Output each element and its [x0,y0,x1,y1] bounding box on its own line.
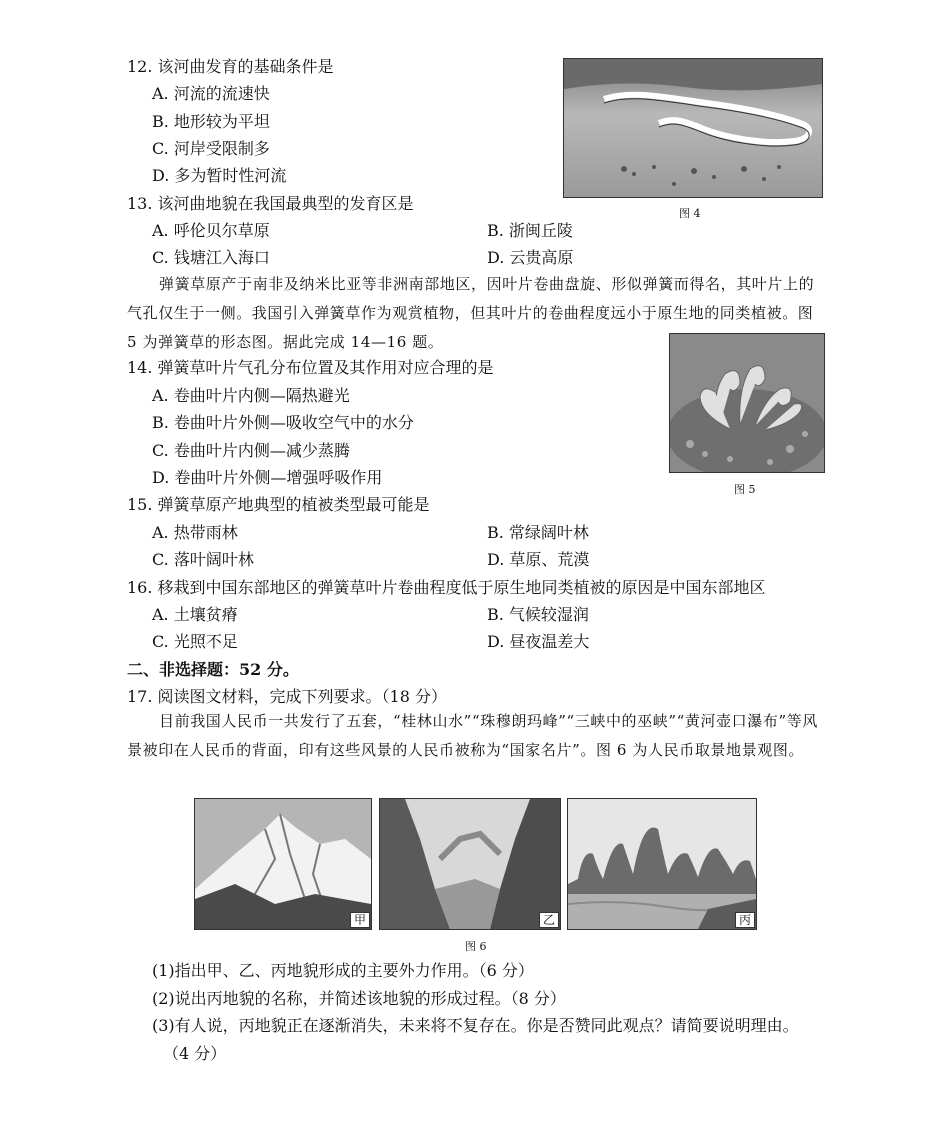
q17-sub2: (2)说出丙地貌的名称，并简述该地貌的形成过程。（8 分） [152,989,566,1008]
q17-sub1: (1)指出甲、乙、丙地貌形成的主要外力作用。（6 分） [152,961,534,980]
q12-option-c: C. 河岸受限制多 [152,139,270,158]
q12-option-d: D. 多为暂时性河流 [152,166,287,185]
figure-6-image-bing [567,798,757,930]
q15-option-b: B. 常绿阔叶林 [487,523,589,542]
q12-option-a: A. 河流的流速快 [152,84,270,103]
figure-4-caption: 图 4 [679,207,701,220]
q15-option-a: A. 热带雨林 [152,523,238,542]
q17-stem: 17. 阅读图文材料，完成下列要求。（18 分） [127,687,447,706]
passage-14-16: 弹簧草原产于南非及纳米比亚等非洲南部地区，因叶片卷曲盘旋、形似弹簧而得名，其叶片上的气孔仅生于一侧。我国引入弹簧草作为观赏植物，但其叶片的卷曲程度远小于原生地的同类植被。图 5 为弹簧草的形态图。据此完成 14—16 题。 [127,275,815,351]
q15-stem: 15. 弹簧草原产地典型的植被类型最可能是 [127,495,430,514]
figure-6-label-jia: 甲 [350,912,370,928]
q14-option-a: A. 卷曲叶片内侧—隔热避光 [152,386,350,405]
q16-option-c: C. 光照不足 [152,632,238,651]
q16-stem: 16. 移栽到中国东部地区的弹簧草叶片卷曲程度低于原生地同类植被的原因是中国东部地区 [127,578,766,597]
q12-option-b: B. 地形较为平坦 [152,112,270,131]
figure-6-image-yi [379,798,561,930]
q13-option-b: B. 浙闽丘陵 [487,221,573,240]
figure-6-label-yi: 乙 [539,912,559,928]
q12-stem: 12. 该河曲发育的基础条件是 [127,57,334,76]
section-2-title: 二、非选择题：52 分。 [127,660,299,679]
figure-4-meander-image [563,58,823,198]
q16-option-d: D. 昼夜温差大 [487,632,590,651]
q17-sub3-score: （4 分） [163,1044,227,1063]
q16-option-a: A. 土壤贫瘠 [152,605,238,624]
q15-option-c: C. 落叶阔叶林 [152,550,254,569]
q16-option-b: B. 气候较湿润 [487,605,589,624]
q17-passage: 目前我国人民币一共发行了五套，“桂林山水”“珠穆朗玛峰”“三峡中的巫峡”“黄河壶口瀑布”等风景被印在人民币的背面，印有这些风景的人民币被称为“国家名片”。图 6 为人民币取景地景观图。 [127,712,818,759]
figure-6-image-jia [194,798,372,930]
figure-6-caption: 图 6 [465,940,487,953]
figure-6-label-bing: 丙 [735,912,755,928]
q14-option-b: B. 卷曲叶片外侧—吸收空气中的水分 [152,413,414,432]
q15-option-d: D. 草原、荒漠 [487,550,590,569]
q14-stem: 14. 弹簧草叶片气孔分布位置及其作用对应合理的是 [127,358,494,377]
q13-stem: 13. 该河曲地貌在我国最典型的发育区是 [127,194,414,213]
q17-sub3: (3)有人说，丙地貌正在逐渐消失，未来将不复存在。你是否赞同此观点？请简要说明理由。 [152,1016,799,1035]
q13-option-d: D. 云贵高原 [487,248,574,267]
q14-option-d: D. 卷曲叶片外侧—增强呼吸作用 [152,468,383,487]
figure-5-plant-image [669,333,825,473]
figure-5-caption: 图 5 [734,483,756,496]
q14-option-c: C. 卷曲叶片内侧—减少蒸腾 [152,441,350,460]
q13-option-a: A. 呼伦贝尔草原 [152,221,270,240]
q13-option-c: C. 钱塘江入海口 [152,248,270,267]
